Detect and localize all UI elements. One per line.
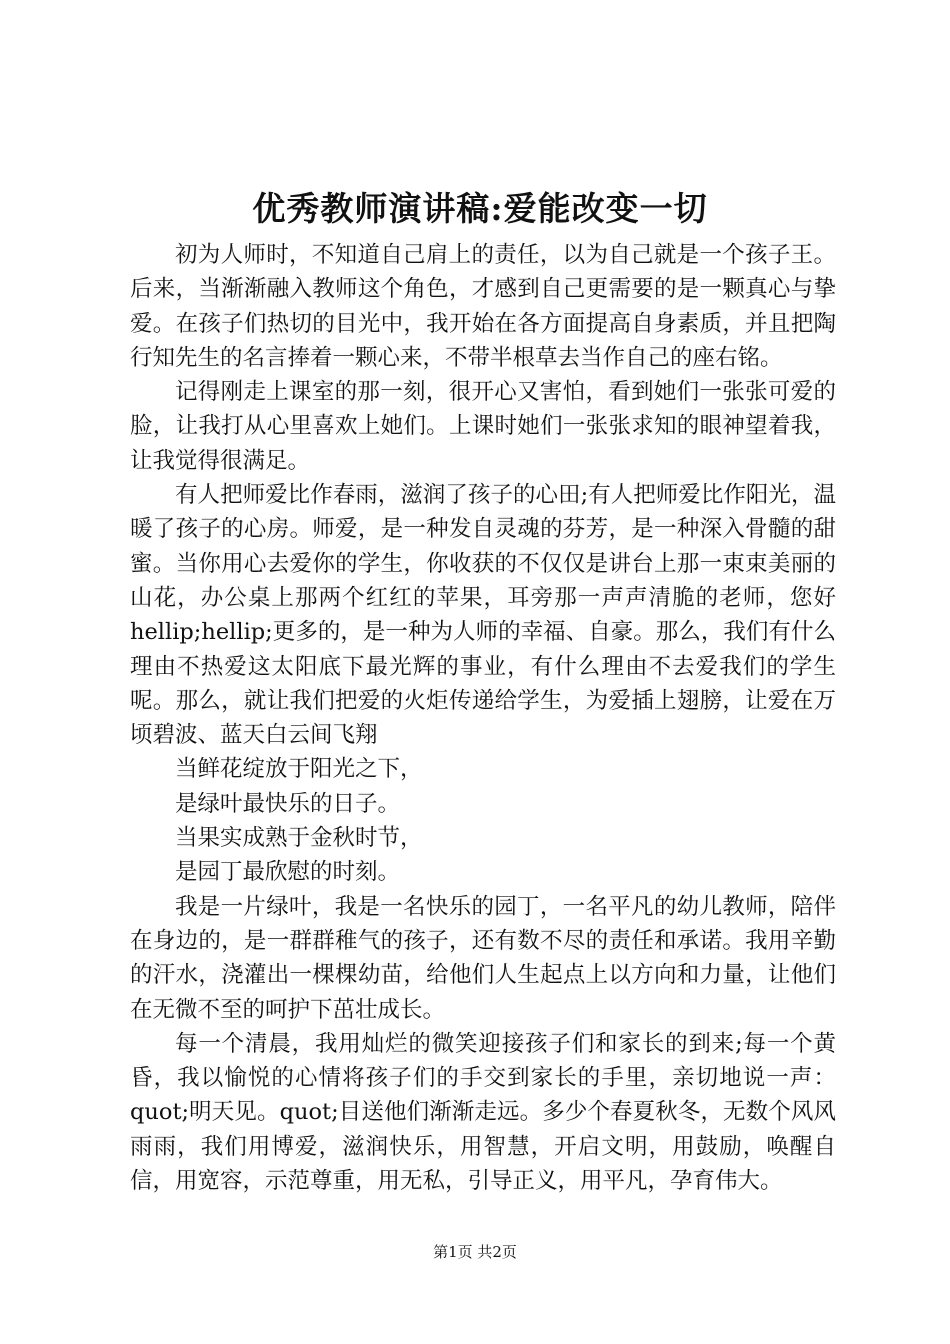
paragraph: 我是一片绿叶，我是一名快乐的园丁，一名平凡的幼儿教师，陪伴在身边的，是一群群稚气的孩子，还有数不尽的责任和承诺。我用辛勤的汗水，浇灌出一棵棵幼苗，给他们人生起点上以方向和力量，让他们在无微不至的呵护下茁壮成长。 (130, 893, 836, 1023)
paragraph: 记得刚走上课室的那一刻，很开心又害怕，看到她们一张张可爱的脸，让我打从心里喜欢上她们。上课时她们一张张求知的眼神望着我，让我觉得很满足。 (130, 379, 836, 474)
poem-line: 当鲜花绽放于阳光之下， (175, 756, 423, 783)
poem-line: 是绿叶最快乐的日子。 (175, 790, 401, 817)
paragraph: 有人把师爱比作春雨，滋润了孩子的心田;有人把师爱比作阳光，温暖了孩子的心房。师爱，是一种发自灵魂的芬芳，是一种深入骨髓的甜蜜。当你用心去爱你的学生，你收获的不仅仅是讲台上那一束束美丽的山花，办公桌上那两个红红的苹果，耳旁那一声声清脆的老师，您好hellip;hellip;更多的，是一种为人师的幸福、自豪。那么，我们有什么理由不热爱这太阳底下最光辉的事业，有什么理由不去爱我们的学生呢。那么，就让我们把爱的火炬传递给学生，为爱插上翅膀，让爱在万顷碧波、蓝天白云间飞翔 (130, 482, 836, 749)
page-title: 优秀教师演讲稿:爱能改变一切 (252, 189, 708, 228)
paragraph: 每一个清晨，我用灿烂的微笑迎接孩子们和家长的到来;每一个黄昏，我以愉悦的心情将孩子们的手交到家长的手里，亲切地说一声：quot;明天见。quot;目送他们渐渐走远。多少个春夏秋冬，无数个风风雨雨，我们用博爱，滋润快乐，用智慧，开启文明，用鼓励，唤醒自信，用宽容，示范尊重，用无私，引导正义，用平凡，孕育伟大。 (130, 1030, 836, 1195)
page-number-footer: 第1页 共2页 (433, 1243, 517, 1261)
poem-line: 当果实成熟于金秋时节， (175, 825, 423, 852)
document-body (130, 238, 836, 1198)
poem-line: 是园丁最欣慰的时刻。 (175, 859, 401, 886)
paragraph: 初为人师时，不知道自己肩上的责任，以为自己就是一个孩子王。后来，当渐渐融入教师这个角色，才感到自己更需要的是一颗真心与挚爱。在孩子们热切的目光中，我开始在各方面提高自身素质，并且把陶行知先生的名言捧着一颗心来，不带半根草去当作自己的座右铭。 (130, 242, 836, 371)
